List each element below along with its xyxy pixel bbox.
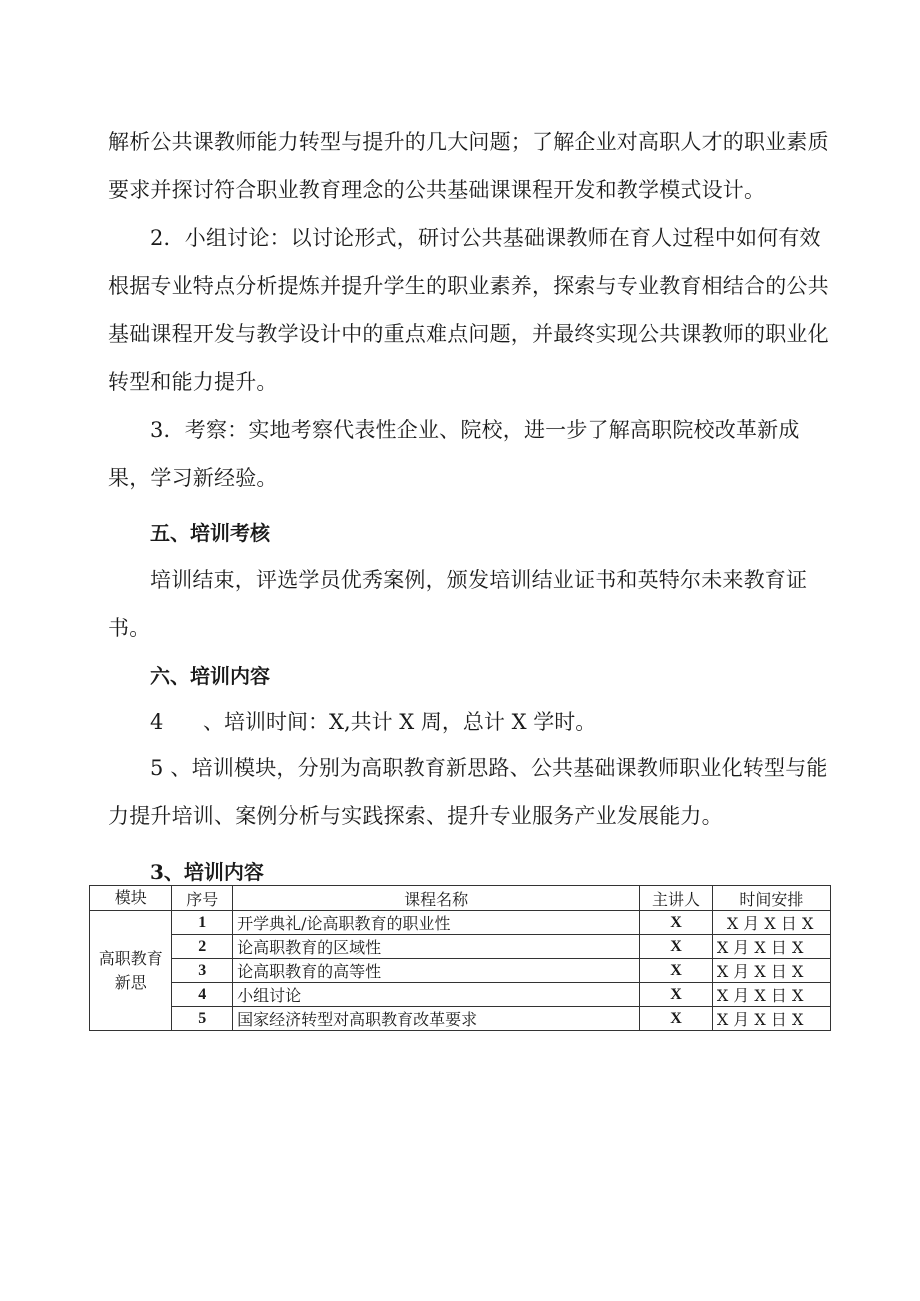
lecturer-cell: X bbox=[640, 959, 713, 983]
course-name-cell: 小组讨论 bbox=[233, 983, 640, 1007]
seq-cell: 1 bbox=[172, 911, 233, 935]
header-lecturer: 主讲人 bbox=[640, 886, 713, 911]
paragraph-assessment-detail: 培训结束，评选学员优秀案例，颁发培训结业证书和英特尔未来教育证书。 bbox=[108, 568, 808, 640]
seq-cell: 3 bbox=[172, 959, 233, 983]
course-name-cell: 论高职教育的区域性 bbox=[233, 935, 640, 959]
header-module: 模块 bbox=[90, 886, 172, 911]
schedule-cell: X 月 X 日 X bbox=[712, 983, 830, 1007]
paragraph-site-visit: 3．考察：实地考察代表性企业、院校，进一步了解高职院校改革新成果，学习新经验。 bbox=[108, 418, 800, 490]
seq-cell: 5 bbox=[172, 1007, 233, 1031]
table-row bbox=[90, 935, 831, 959]
table-row bbox=[90, 983, 831, 1007]
course-name-cell: 开学典礼/论高职教育的职业性 bbox=[233, 911, 640, 935]
header-course-name: 课程名称 bbox=[233, 886, 640, 911]
lecturer-cell: X bbox=[640, 983, 713, 1007]
table-header-row bbox=[90, 886, 831, 911]
header-schedule: 时间安排 bbox=[712, 886, 830, 911]
course-table bbox=[89, 885, 831, 1031]
paragraph-training-modules: 5 、培训模块，分别为高职教育新思路、公共基础课教师职业化转型与能力提升培训、案例分析与实践探索、提升专业服务产业发展能力。 bbox=[108, 756, 828, 828]
header-seq: 序号 bbox=[172, 886, 233, 911]
table-row bbox=[90, 1007, 831, 1031]
heading-training-content: 六、培训内容 bbox=[150, 664, 270, 688]
schedule-cell: X 月 X 日 X bbox=[712, 911, 830, 935]
lecturer-cell: X bbox=[640, 935, 713, 959]
seq-cell: 4 bbox=[172, 983, 233, 1007]
schedule-cell: X 月 X 日 X bbox=[712, 935, 830, 959]
table-row bbox=[90, 911, 831, 935]
seq-cell: 2 bbox=[172, 935, 233, 959]
paragraph-intro-continuation: 解析公共课教师能力转型与提升的几大问题；了解企业对高职人才的职业素质要求并探讨符合职业教育理念的公共基础课课程开发和教学模式设计。 bbox=[108, 130, 829, 202]
item-number-4: 4 bbox=[150, 710, 164, 734]
table-row bbox=[90, 959, 831, 983]
module-cell: 高职教育新思 bbox=[90, 911, 172, 1031]
heading-training-content-table: 3、培训内容 bbox=[150, 860, 264, 884]
course-name-cell: 国家经济转型对高职教育改革要求 bbox=[233, 1007, 640, 1031]
training-time-text: 、培训时间：X,共计 X 周，总计 X 学时。 bbox=[203, 710, 597, 734]
lecturer-cell: X bbox=[640, 911, 713, 935]
paragraph-group-discussion: 2．小组讨论：以讨论形式，研讨公共基础课教师在育人过程中如何有效根据专业特点分析提炼并提升学生的职业素养，探索与专业教育相结合的公共基础课程开发与教学设计中的重点难点问题，并最终实现公共课教师的职业化转型和能力提升。 bbox=[108, 226, 829, 394]
heading-training-assessment: 五、培训考核 bbox=[150, 521, 270, 545]
course-name-cell: 论高职教育的高等性 bbox=[233, 959, 640, 983]
lecturer-cell: X bbox=[640, 1007, 713, 1031]
schedule-cell: X 月 X 日 X bbox=[712, 959, 830, 983]
schedule-cell: X 月 X 日 X bbox=[712, 1007, 830, 1031]
